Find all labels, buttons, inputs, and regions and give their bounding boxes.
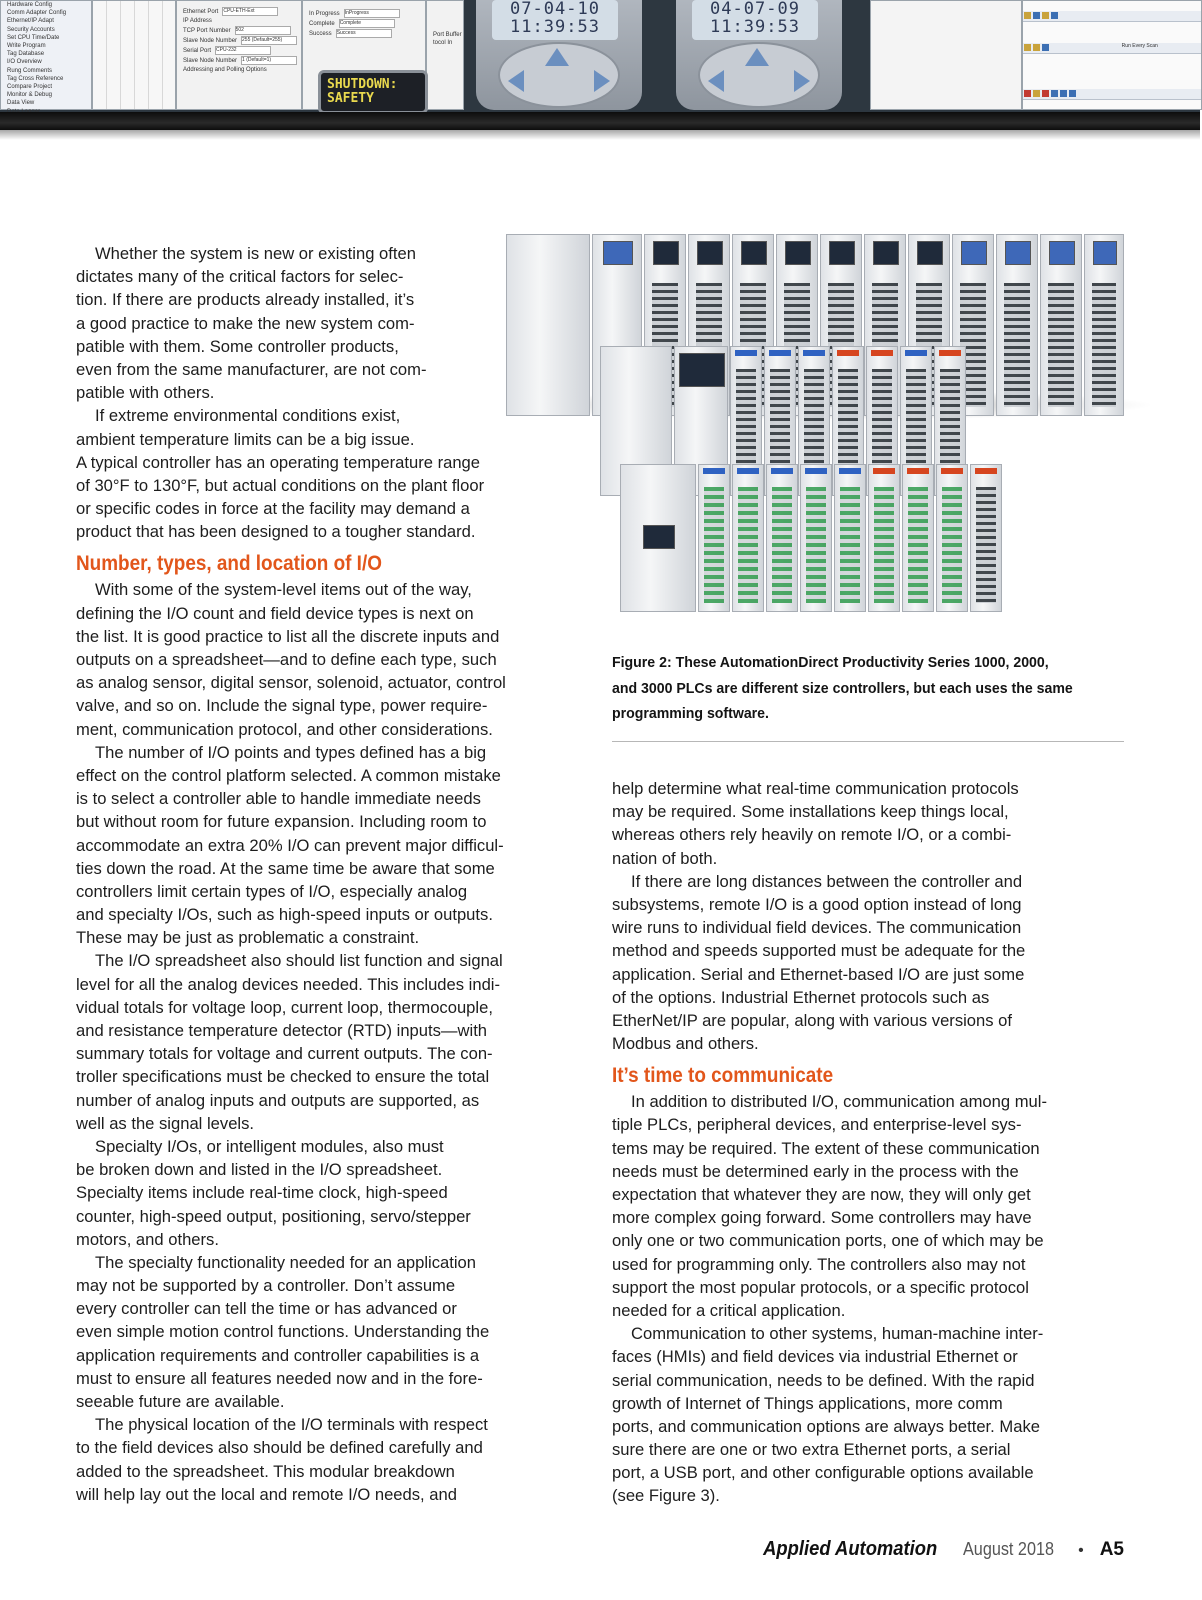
plc-rack-1000: [620, 464, 1004, 612]
io-module: [902, 464, 934, 612]
text-line: patible with others.: [76, 383, 215, 403]
port-config-label: Slave Node Number: [183, 38, 238, 45]
port-config-row: [177, 56, 301, 66]
io-module: [970, 464, 1002, 612]
text-line: serial communication, needs to be defined. With the rapid: [612, 1370, 1035, 1390]
port-config-window: [176, 0, 302, 110]
port-config-label: Slave Node Number: [183, 58, 238, 65]
editor-toolbar: [1023, 11, 1201, 22]
section-heading: Number, types, and location of I/O: [76, 551, 382, 576]
plc-product-photo: [506, 220, 1156, 630]
text-line: but without room for future expansion. Including room to: [76, 812, 487, 832]
text-line: more complex going forward. Some controllers may have: [612, 1208, 1032, 1228]
text-line: summary totals for voltage and current outputs. The con-: [76, 1044, 493, 1064]
side-label: tocol In: [433, 40, 453, 47]
module-label: [837, 350, 860, 356]
text-line: may be required. Some installations keep things local,: [612, 802, 1009, 822]
text-line: whereas others rely heavily on remote I/O, or a combi-: [612, 825, 1012, 845]
module-display: [917, 241, 943, 265]
text-line: The number of I/O points and types defined has a big: [95, 742, 487, 762]
text-line: be broken down and listed in the I/O spreadsheet.: [76, 1160, 443, 1180]
module-display: [785, 241, 811, 265]
module-label: [771, 468, 794, 474]
module-label: [703, 468, 726, 474]
toolbar-icon: [1024, 12, 1031, 19]
port-config-field[interactable]: 502: [235, 26, 291, 35]
text-line: The I/O spreadsheet also should list function and signal: [95, 951, 503, 971]
terminal-block: [976, 487, 995, 603]
text-line: outputs on a spreadsheet—and to define each type, such: [76, 650, 497, 669]
io-module: [1084, 234, 1124, 416]
status-config-row: [303, 9, 425, 19]
module-label: [735, 350, 758, 356]
module-display: [679, 353, 725, 387]
text-line: of 30°F to 130°F, but actual conditions on the plant floor: [76, 475, 485, 495]
terminal-block: [738, 487, 757, 603]
text-line: or specific codes in force at the facility may demand a: [76, 499, 470, 519]
device-lcd: [692, 0, 818, 40]
text-line: growth of Internet of Things applications, more comm: [612, 1393, 1003, 1413]
tree-item[interactable]: Data View: [7, 100, 35, 107]
text-line: A typical controller has an operating temperature range: [76, 452, 481, 472]
io-module: [834, 464, 866, 612]
text-line: must to ensure all features needed now and in the fore-: [76, 1368, 483, 1388]
io-module: [868, 464, 900, 612]
text-line: (see Figure 3).: [612, 1486, 720, 1506]
text-line: Modbus and others.: [612, 1034, 759, 1054]
toolbar-icon: [1042, 90, 1049, 97]
lcd-date: 07-04-10: [510, 0, 600, 19]
text-line: Specialty I/Os, or intelligent modules, also must: [95, 1136, 444, 1156]
text-line: support the most popular protocols, or a specific protocol: [612, 1277, 1029, 1297]
footer-separator: •: [1078, 1542, 1084, 1559]
module-label: [769, 350, 792, 356]
text-line: to the field devices also should be defined carefully and: [76, 1438, 483, 1458]
tree-item[interactable]: Compare Project: [7, 84, 53, 91]
port-config-field[interactable]: CPU-ETH-Ext: [222, 7, 278, 16]
editor-toolbar: [1023, 43, 1201, 54]
text-line: even from the same manufacturer, are not com-: [76, 359, 427, 379]
text-line: seeable future are available.: [76, 1392, 285, 1411]
terminal-block: [704, 487, 723, 603]
tree-item[interactable]: Tag Database: [7, 51, 45, 58]
text-line: Whether the system is new or existing often: [95, 244, 416, 263]
top-banner-image: [0, 0, 1200, 112]
arrow-left-icon: [708, 70, 724, 92]
tree-item[interactable]: Monitor & Debug: [7, 92, 53, 99]
tree-item[interactable]: Security Accounts: [7, 26, 55, 33]
toolbar-icon: [1051, 90, 1058, 97]
status-config-field[interactable]: Success: [336, 29, 392, 38]
cpu-module: [620, 464, 696, 612]
text-line: vidual totals for voltage loop, current loop, thermocouple,: [76, 997, 493, 1017]
port-config-row: [177, 17, 301, 26]
side-label: Port Buffer: [433, 32, 462, 38]
toolbar-icon: [1024, 44, 1031, 51]
module-label: [803, 350, 826, 356]
text-line: dictates many of the critical factors for selec-: [76, 267, 404, 287]
shutdown-line-2: SAFETY: [327, 91, 374, 106]
page-number: A5: [1099, 1539, 1124, 1560]
text-line: needs must be determined early in the process with the: [612, 1161, 1019, 1181]
tree-item[interactable]: Tag Cross Reference: [7, 75, 64, 82]
text-line: added to the spreadsheet. This modular breakdown: [76, 1461, 455, 1481]
toolbar-icon: [1042, 12, 1049, 19]
article-column-right: [612, 777, 1047, 1508]
run-mode-label: Run Every Scan: [1121, 43, 1158, 49]
io-module: [936, 464, 968, 612]
status-config-label: Complete: [309, 21, 335, 28]
text-line: accommodate an extra 20% I/O can prevent major difficul-: [76, 835, 504, 855]
device-lcd: [492, 0, 618, 40]
text-line: as analog sensor, digital sensor, solenoid, actuator, control: [76, 673, 506, 693]
text-line: well as the signal levels.: [76, 1113, 255, 1133]
text-line: defining the I/O count and field device types is next on: [76, 603, 474, 623]
terminal-block: [806, 487, 825, 603]
module-display: [873, 241, 899, 265]
banner-divider: [0, 112, 1200, 130]
port-config-label: Addressing and Polling Options: [183, 67, 267, 74]
module-display: [1049, 241, 1075, 265]
text-line: counter, high-speed output, positioning, servo/stepper: [76, 1206, 471, 1226]
module-display: [697, 241, 723, 265]
text-line: patible with them. Some controller products,: [76, 336, 399, 356]
port-config-row: [177, 46, 301, 56]
module-display: [1093, 241, 1118, 265]
status-config-form: [303, 1, 425, 39]
text-line: even simple motion control functions. Understanding the: [76, 1322, 490, 1342]
ladder-editor-window: [1022, 0, 1202, 110]
port-config-row: [177, 26, 301, 36]
hmi-device-left: [476, 0, 642, 110]
io-module: [698, 464, 730, 612]
text-line: number of analog inputs and outputs are supported, as: [76, 1090, 480, 1110]
hmi-device-right: [676, 0, 842, 110]
terminal-block: [1004, 283, 1030, 407]
text-line: ambient temperature limits can be a big issue.: [76, 429, 415, 449]
status-config-field[interactable]: Complete: [339, 19, 395, 28]
tree-item[interactable]: Rung Comments: [7, 67, 53, 74]
tree-item[interactable]: Ethernet/IP Adapt: [7, 18, 54, 25]
module-display: [1005, 241, 1031, 265]
grid-window: [92, 0, 176, 110]
arrow-left-icon: [508, 70, 524, 92]
text-line: application requirements and controller capabilities is a: [76, 1345, 480, 1365]
port-config-field[interactable]: 1 (Default=1): [241, 56, 297, 65]
module-label: [941, 468, 964, 474]
status-config-label: In Progress: [309, 11, 340, 18]
module-label: [907, 468, 930, 474]
text-line: In addition to distributed I/O, communication among mul-: [631, 1092, 1047, 1112]
terminal-block: [772, 487, 791, 603]
text-line: sure there are one or two extra Ethernet ports, a serial: [612, 1440, 1011, 1460]
terminal-block: [942, 487, 961, 603]
terminal-block: [840, 487, 859, 603]
text-line: With some of the system-level items out of the way,: [95, 580, 472, 600]
port-config-field[interactable]: CPU-232: [215, 46, 271, 55]
text-line: and resistance temperature detector (RTD) inputs—with: [76, 1021, 488, 1040]
text-line: may not be supported by a controller. Don’t assume: [76, 1276, 456, 1296]
text-line: ties down the road. At the same time be aware that some: [76, 858, 495, 878]
io-module: [996, 234, 1038, 416]
text-line: nation of both.: [612, 848, 718, 868]
module-label: [873, 468, 896, 474]
navigation-pad: [698, 42, 820, 108]
text-line: expectation that whatever they are now, they will only get: [612, 1185, 1031, 1204]
editor-toolbar: [1023, 89, 1201, 100]
text-line: The physical location of the I/O terminals with respect: [95, 1415, 488, 1435]
module-display: [653, 241, 679, 265]
tree-item[interactable]: I/O Overview: [7, 59, 42, 66]
lcd-time: 11:39:53: [510, 17, 600, 37]
port-config-form: [177, 1, 301, 75]
arrow-up-icon: [745, 48, 769, 66]
toolbar-icon: [1069, 90, 1076, 97]
module-display: [643, 525, 675, 549]
navigation-pad: [498, 42, 620, 108]
project-tree: [1, 1, 91, 124]
io-module: [1040, 234, 1082, 416]
software-tree-window: [0, 0, 92, 110]
port-config-label: TCP Port Number: [183, 28, 231, 35]
text-line: effect on the control platform selected. A common mistake: [76, 765, 501, 785]
io-module: [732, 464, 764, 612]
text-line: needed for a critical application.: [612, 1300, 846, 1320]
terminal-block: [874, 487, 893, 603]
status-config-row: [303, 29, 425, 39]
caption-divider: [612, 741, 1124, 742]
tree-item[interactable]: Hardware Config: [7, 2, 53, 8]
text-line: product that has been designed to a tougher standard.: [76, 522, 476, 542]
text-line: EtherNet/IP are popular, along with various versions of: [612, 1010, 1013, 1030]
text-line: subsystems, remote I/O is a good option instead of long: [612, 894, 1022, 914]
port-config-label: Serial Port: [183, 48, 212, 55]
power-supply-module: [506, 234, 590, 416]
text-line: only one or two communication ports, one of which may be: [612, 1231, 1044, 1251]
module-display: [961, 241, 987, 265]
shutdown-line-1: SHUTDOWN:: [327, 77, 398, 92]
text-line: If there are long distances between the controller and: [631, 871, 1023, 891]
module-label: [871, 350, 894, 356]
section-heading: It’s time to communicate: [612, 1063, 834, 1088]
tree-item[interactable]: Comm Adapter Config: [7, 10, 67, 17]
toolbar-icon: [1033, 44, 1040, 51]
arrow-right-icon: [594, 70, 610, 92]
text-line: controllers limit certain types of I/O, especially analog: [76, 881, 468, 901]
terminal-block: [1048, 283, 1074, 407]
text-line: If extreme environmental conditions exist,: [95, 406, 401, 426]
text-line: every controller can tell the time or has advanced or: [76, 1299, 457, 1319]
text-line: application. Serial and Ethernet-based I/O are just some: [612, 964, 1025, 984]
module-display: [741, 241, 767, 265]
toolbar-icon: [1042, 44, 1049, 51]
page-footer: [748, 1538, 1124, 1562]
toolbar-icon: [1051, 12, 1058, 19]
port-config-field[interactable]: 255 (Default=255): [241, 36, 297, 45]
module-label: [905, 350, 928, 356]
text-line: Specialty items include real-time clock, high-speed: [76, 1183, 448, 1203]
module-display: [603, 241, 634, 265]
port-config-label: Ethernet Port: [183, 9, 219, 16]
terminal-block: [908, 487, 927, 603]
status-config-row: [303, 19, 425, 29]
text-line: The specialty functionality needed for an application: [95, 1252, 476, 1272]
toolbar-icon: [1033, 12, 1040, 19]
blank-window: [870, 0, 1022, 110]
text-line: tems may be required. The extent of these communication: [612, 1138, 1040, 1158]
text-line: will help lay out the local and remote I/O needs, and: [76, 1484, 457, 1504]
shutdown-display: [318, 70, 428, 114]
text-line: wire runs to individual field devices. The communication: [612, 918, 1022, 938]
status-config-field[interactable]: InProgress: [344, 9, 400, 18]
text-line: These may be just as problematic a constraint.: [76, 928, 420, 948]
port-config-row: [177, 36, 301, 46]
text-line: used for programming only. The controllers also may not: [612, 1254, 1026, 1274]
tree-item[interactable]: Write Program: [7, 43, 46, 50]
text-line: of the options. Industrial Ethernet protocols such as: [612, 987, 990, 1007]
text-line: valve, and so on. Include the signal type, power require-: [76, 696, 488, 716]
text-line: troller specifications must be checked to ensure the total: [76, 1067, 490, 1087]
text-line: method and speeds supported must be adequate for the: [612, 941, 1026, 961]
publication-name: Applied Automation: [762, 1538, 937, 1560]
text-line: tiple PLCs, peripheral devices, and enterprise-level sys-: [612, 1115, 1022, 1135]
text-line: Communication to other systems, human-machine inter-: [631, 1324, 1044, 1344]
port-config-row: [177, 7, 301, 17]
io-module: [800, 464, 832, 612]
side-panel-window: [426, 0, 464, 110]
module-label: [805, 468, 828, 474]
io-module: [766, 464, 798, 612]
lcd-time: 11:39:53: [710, 17, 800, 37]
toolbar-icon: [1033, 90, 1040, 97]
port-config-label: IP Address: [183, 18, 212, 25]
figure-caption: Figure 2: These AutomationDirect Productivity Series 1000, 2000, and 3000 PLCs are different size controllers, but each uses the same programming software.: [612, 654, 1073, 722]
text-line: level for all the analog devices needed. This includes indi-: [76, 974, 501, 994]
text-line: help determine what real-time communication protocols: [612, 779, 1019, 798]
lcd-date: 04-07-09: [710, 0, 800, 19]
toolbar-icon: [1060, 90, 1067, 97]
module-label: [737, 468, 760, 474]
text-line: a good practice to make the new system com-: [76, 313, 415, 333]
text-line: tion. If there are products already installed, it’s: [76, 290, 415, 310]
text-line: and specialty I/Os, such as high-speed inputs or outputs.: [76, 905, 493, 925]
port-config-row: [177, 66, 301, 75]
status-config-label: Success: [309, 31, 332, 38]
tree-item[interactable]: Set CPU Time/Date: [7, 34, 60, 41]
terminal-block: [1092, 283, 1116, 407]
module-label: [939, 350, 962, 356]
text-line: ment, communication protocol, and other considerations.: [76, 719, 493, 739]
module-label: [839, 468, 862, 474]
text-line: port, a USB port, and other configurable options available: [612, 1463, 1034, 1483]
arrow-right-icon: [794, 70, 810, 92]
text-line: ports, and communication options are always better. Make: [612, 1416, 1040, 1436]
module-display: [829, 241, 855, 265]
article-column-left: [76, 242, 506, 1506]
text-line: faces (HMIs) and field devices via industrial Ethernet or: [612, 1347, 1018, 1367]
issue-date: August 2018: [963, 1539, 1054, 1559]
text-line: the list. It is good practice to list all the discrete inputs and: [76, 626, 500, 646]
text-line: motors, and others.: [76, 1229, 219, 1249]
text-line: is to select a controller able to handle immediate needs: [76, 789, 481, 809]
arrow-up-icon: [545, 48, 569, 66]
module-label: [975, 468, 998, 474]
toolbar-icon: [1024, 90, 1031, 97]
